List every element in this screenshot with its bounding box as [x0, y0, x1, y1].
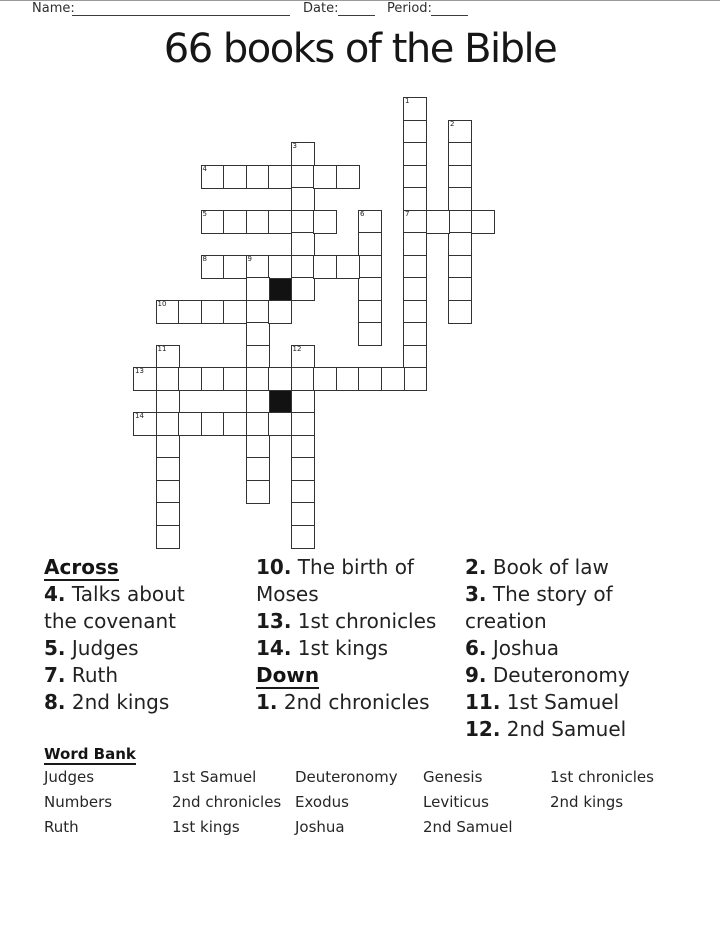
crossword-cell[interactable] [246, 300, 270, 324]
crossword-cell[interactable] [448, 277, 472, 301]
crossword-cell[interactable] [291, 345, 315, 369]
clue-number: 10. [256, 555, 292, 579]
word-bank-item: 1st Samuel [172, 768, 257, 786]
crossword-cell[interactable] [448, 255, 472, 279]
crossword-cell-number: 5 [202, 209, 207, 218]
crossword-cell[interactable] [403, 232, 427, 256]
name-blank-line [72, 2, 290, 16]
crossword-cell-number: 4 [202, 164, 207, 173]
crossword-cell[interactable] [471, 210, 495, 234]
crossword-cell[interactable] [223, 412, 247, 436]
clue-item: 5. Judges [44, 636, 139, 660]
crossword-black-cell [268, 390, 292, 414]
crossword-cell[interactable] [403, 345, 427, 369]
clue-number: 11. [465, 690, 501, 714]
crossword-cell-number: 3 [292, 142, 297, 150]
word-bank-item: 2nd chronicles [172, 793, 282, 811]
clues-column-middle [256, 554, 456, 716]
crossword-cell[interactable] [448, 165, 472, 189]
crossword-cell[interactable] [246, 277, 270, 301]
crossword-cell[interactable] [291, 255, 315, 279]
word-bank-item: 1st kings [172, 818, 240, 836]
clue-number: 1. [256, 690, 278, 714]
crossword-cell[interactable] [156, 502, 180, 526]
crossword-cell[interactable] [291, 142, 315, 166]
crossword-cell[interactable] [358, 210, 382, 234]
word-bank-item: Leviticus [423, 793, 489, 811]
word-bank-item: Joshua [295, 818, 345, 836]
crossword-cell[interactable] [246, 390, 270, 414]
crossword-cell[interactable] [178, 300, 202, 324]
crossword-cell[interactable] [403, 367, 427, 391]
crossword-cell[interactable] [403, 255, 427, 279]
crossword-cell[interactable] [156, 412, 180, 436]
clue-number: 12. [465, 717, 501, 741]
crossword-cell[interactable] [268, 255, 292, 279]
across-heading [44, 554, 214, 581]
crossword-cell-number: 7 [405, 209, 410, 218]
crossword-cell[interactable] [201, 412, 225, 436]
crossword-cell[interactable] [291, 435, 315, 459]
crossword-cell[interactable] [268, 210, 292, 234]
clue-item: 13. 1st chronicles [256, 609, 437, 633]
clue-number: 9. [465, 663, 487, 687]
crossword-black-cell [268, 277, 292, 301]
crossword-cell[interactable] [133, 367, 157, 391]
crossword-cell[interactable] [291, 502, 315, 526]
word-bank-item: Exodus [295, 793, 349, 811]
crossword-cell[interactable] [246, 435, 270, 459]
clues-column-right [465, 554, 661, 743]
word-bank-item: 2nd Samuel [423, 818, 513, 836]
word-bank-column [423, 765, 513, 840]
crossword-cell[interactable] [268, 367, 292, 391]
name-label: Name: [32, 1, 75, 16]
crossword-cell-number: 9 [247, 254, 252, 263]
crossword-cell[interactable] [291, 412, 315, 436]
crossword-cell[interactable] [268, 300, 292, 324]
crossword-cell[interactable] [448, 232, 472, 256]
crossword-cell[interactable] [358, 277, 382, 301]
clue-number: 4. [44, 582, 66, 606]
crossword-cell[interactable] [403, 210, 427, 234]
crossword-cell[interactable] [313, 255, 337, 279]
crossword-cell[interactable] [403, 142, 427, 166]
crossword-cell[interactable] [291, 232, 315, 256]
word-bank-item: Ruth [44, 818, 79, 836]
crossword-cell[interactable] [156, 345, 180, 369]
crossword-cell-number: 13 [135, 367, 144, 375]
word-bank-item: Genesis [423, 768, 483, 786]
crossword-cell[interactable] [223, 210, 247, 234]
crossword-cell[interactable] [223, 165, 247, 189]
crossword-cell[interactable] [381, 367, 405, 391]
crossword-cell-number: 10 [157, 299, 167, 308]
crossword-cell[interactable] [403, 97, 427, 121]
crossword-cell[interactable] [178, 412, 202, 436]
crossword-cell[interactable] [291, 480, 315, 504]
word-bank-heading [44, 745, 136, 765]
clue-item: 12. 2nd Samuel [465, 717, 627, 741]
clue-number: 3. [465, 582, 487, 606]
crossword-cell-number: 2 [450, 119, 455, 128]
clue-item: 10. The birth of Moses [256, 555, 414, 606]
crossword-cell[interactable] [201, 210, 225, 234]
clue-number: 6. [465, 636, 487, 660]
crossword-cell[interactable] [336, 165, 360, 189]
crossword-cell[interactable] [246, 322, 270, 346]
clue-number: 2. [465, 555, 487, 579]
crossword-cell[interactable] [246, 412, 270, 436]
crossword-cell[interactable] [156, 525, 180, 549]
crossword-cell[interactable] [268, 165, 292, 189]
crossword-cell[interactable] [358, 367, 382, 391]
clue-number: 7. [44, 663, 66, 687]
crossword-cell[interactable] [403, 187, 427, 211]
crossword-cell[interactable] [268, 412, 292, 436]
crossword-cell[interactable] [246, 210, 270, 234]
crossword-cell[interactable] [156, 367, 180, 391]
crossword-cell[interactable] [178, 367, 202, 391]
crossword-cell[interactable] [313, 165, 337, 189]
crossword-cell[interactable] [201, 255, 225, 279]
word-bank-column [550, 765, 654, 815]
crossword-cell-number: 6 [360, 209, 365, 218]
word-bank-item: Numbers [44, 793, 113, 811]
period-label: Period: [387, 1, 432, 16]
crossword-cell-number: 14 [135, 412, 144, 420]
crossword-cell[interactable] [156, 300, 180, 324]
crossword-grid [133, 97, 494, 548]
crossword-cell[interactable] [246, 457, 270, 481]
crossword-cell[interactable] [156, 390, 180, 414]
crossword-cell[interactable] [358, 322, 382, 346]
crossword-cell[interactable] [246, 345, 270, 369]
date-label: Date: [303, 1, 339, 16]
crossword-cell-number: 8 [202, 254, 207, 263]
word-bank-item: Judges [44, 768, 95, 786]
crossword-cell[interactable] [358, 255, 382, 279]
crossword-cell[interactable] [246, 480, 270, 504]
word-bank-column [172, 765, 281, 840]
crossword-cell[interactable] [223, 300, 247, 324]
crossword-cell[interactable] [313, 210, 337, 234]
crossword-cell[interactable] [291, 277, 315, 301]
word-bank-column [295, 765, 398, 840]
crossword-cell[interactable] [156, 480, 180, 504]
down-heading [256, 662, 456, 689]
crossword-cell[interactable] [201, 367, 225, 391]
clue-item: 6. Joshua [465, 636, 560, 660]
crossword-cell[interactable] [448, 210, 472, 234]
crossword-cell[interactable] [246, 255, 270, 279]
crossword-cell[interactable] [156, 457, 180, 481]
crossword-cell[interactable] [291, 187, 315, 211]
page-title: 66 books of the Bible [163, 26, 557, 72]
word-bank-column [44, 765, 112, 840]
clue-item: 8. 2nd kings [44, 690, 170, 714]
crossword-cell[interactable] [291, 525, 315, 549]
clue-item: 7. Ruth [44, 663, 119, 687]
crossword-cell[interactable] [336, 367, 360, 391]
clue-item: 9. Deuteronomy [465, 663, 630, 687]
crossword-cell[interactable] [403, 322, 427, 346]
crossword-cell[interactable] [246, 367, 270, 391]
clue-number: 8. [44, 690, 66, 714]
clue-item: 14. 1st kings [256, 636, 389, 660]
crossword-cell[interactable] [156, 435, 180, 459]
crossword-cell-number: 11 [157, 344, 167, 353]
crossword-cell[interactable] [291, 210, 315, 234]
crossword-cell[interactable] [448, 300, 472, 324]
crossword-cell[interactable] [403, 277, 427, 301]
crossword-cell[interactable] [313, 367, 337, 391]
crossword-cell[interactable] [291, 457, 315, 481]
crossword-cell[interactable] [336, 255, 360, 279]
crossword-cell[interactable] [201, 165, 225, 189]
crossword-cell[interactable] [358, 232, 382, 256]
word-bank-item: 2nd kings [550, 793, 624, 811]
crossword-cell[interactable] [403, 300, 427, 324]
crossword-cell[interactable] [448, 120, 472, 144]
across-heading-text: Across [44, 555, 119, 579]
crossword-cell[interactable] [448, 142, 472, 166]
crossword-cell-number: 12 [292, 344, 302, 353]
word-bank-item: 1st chronicles [550, 768, 654, 786]
word-bank-heading-text: Word Bank [44, 745, 136, 763]
clue-number: 5. [44, 636, 66, 660]
down-heading-text: Down [256, 663, 320, 687]
clue-item: 1. 2nd chronicles [256, 690, 430, 714]
crossword-cell[interactable] [403, 165, 427, 189]
clue-item: 4. Talks about the covenant [44, 582, 185, 633]
crossword-cell[interactable] [291, 165, 315, 189]
crossword-cell[interactable] [426, 210, 450, 234]
crossword-cell[interactable] [223, 367, 247, 391]
crossword-cell[interactable] [403, 120, 427, 144]
period-blank-line [431, 2, 468, 16]
clue-item: 2. Book of law [465, 555, 609, 579]
date-blank-line [338, 2, 375, 16]
crossword-cell[interactable] [291, 390, 315, 414]
window-top-border [0, 0, 720, 1]
clue-item: 11. 1st Samuel [465, 690, 620, 714]
crossword-cell[interactable] [246, 165, 270, 189]
crossword-cell[interactable] [201, 300, 225, 324]
crossword-cell-number: 1 [405, 97, 410, 105]
clue-number: 13. [256, 609, 292, 633]
crossword-cell[interactable] [223, 255, 247, 279]
crossword-cell[interactable] [291, 367, 315, 391]
crossword-cell[interactable] [358, 300, 382, 324]
clue-item: 3. The story of creation [465, 582, 613, 633]
word-bank-item: Deuteronomy [295, 768, 398, 786]
crossword-cell[interactable] [448, 187, 472, 211]
crossword-cell[interactable] [133, 412, 157, 436]
clue-number: 14. [256, 636, 292, 660]
clues-column-left [44, 554, 214, 716]
